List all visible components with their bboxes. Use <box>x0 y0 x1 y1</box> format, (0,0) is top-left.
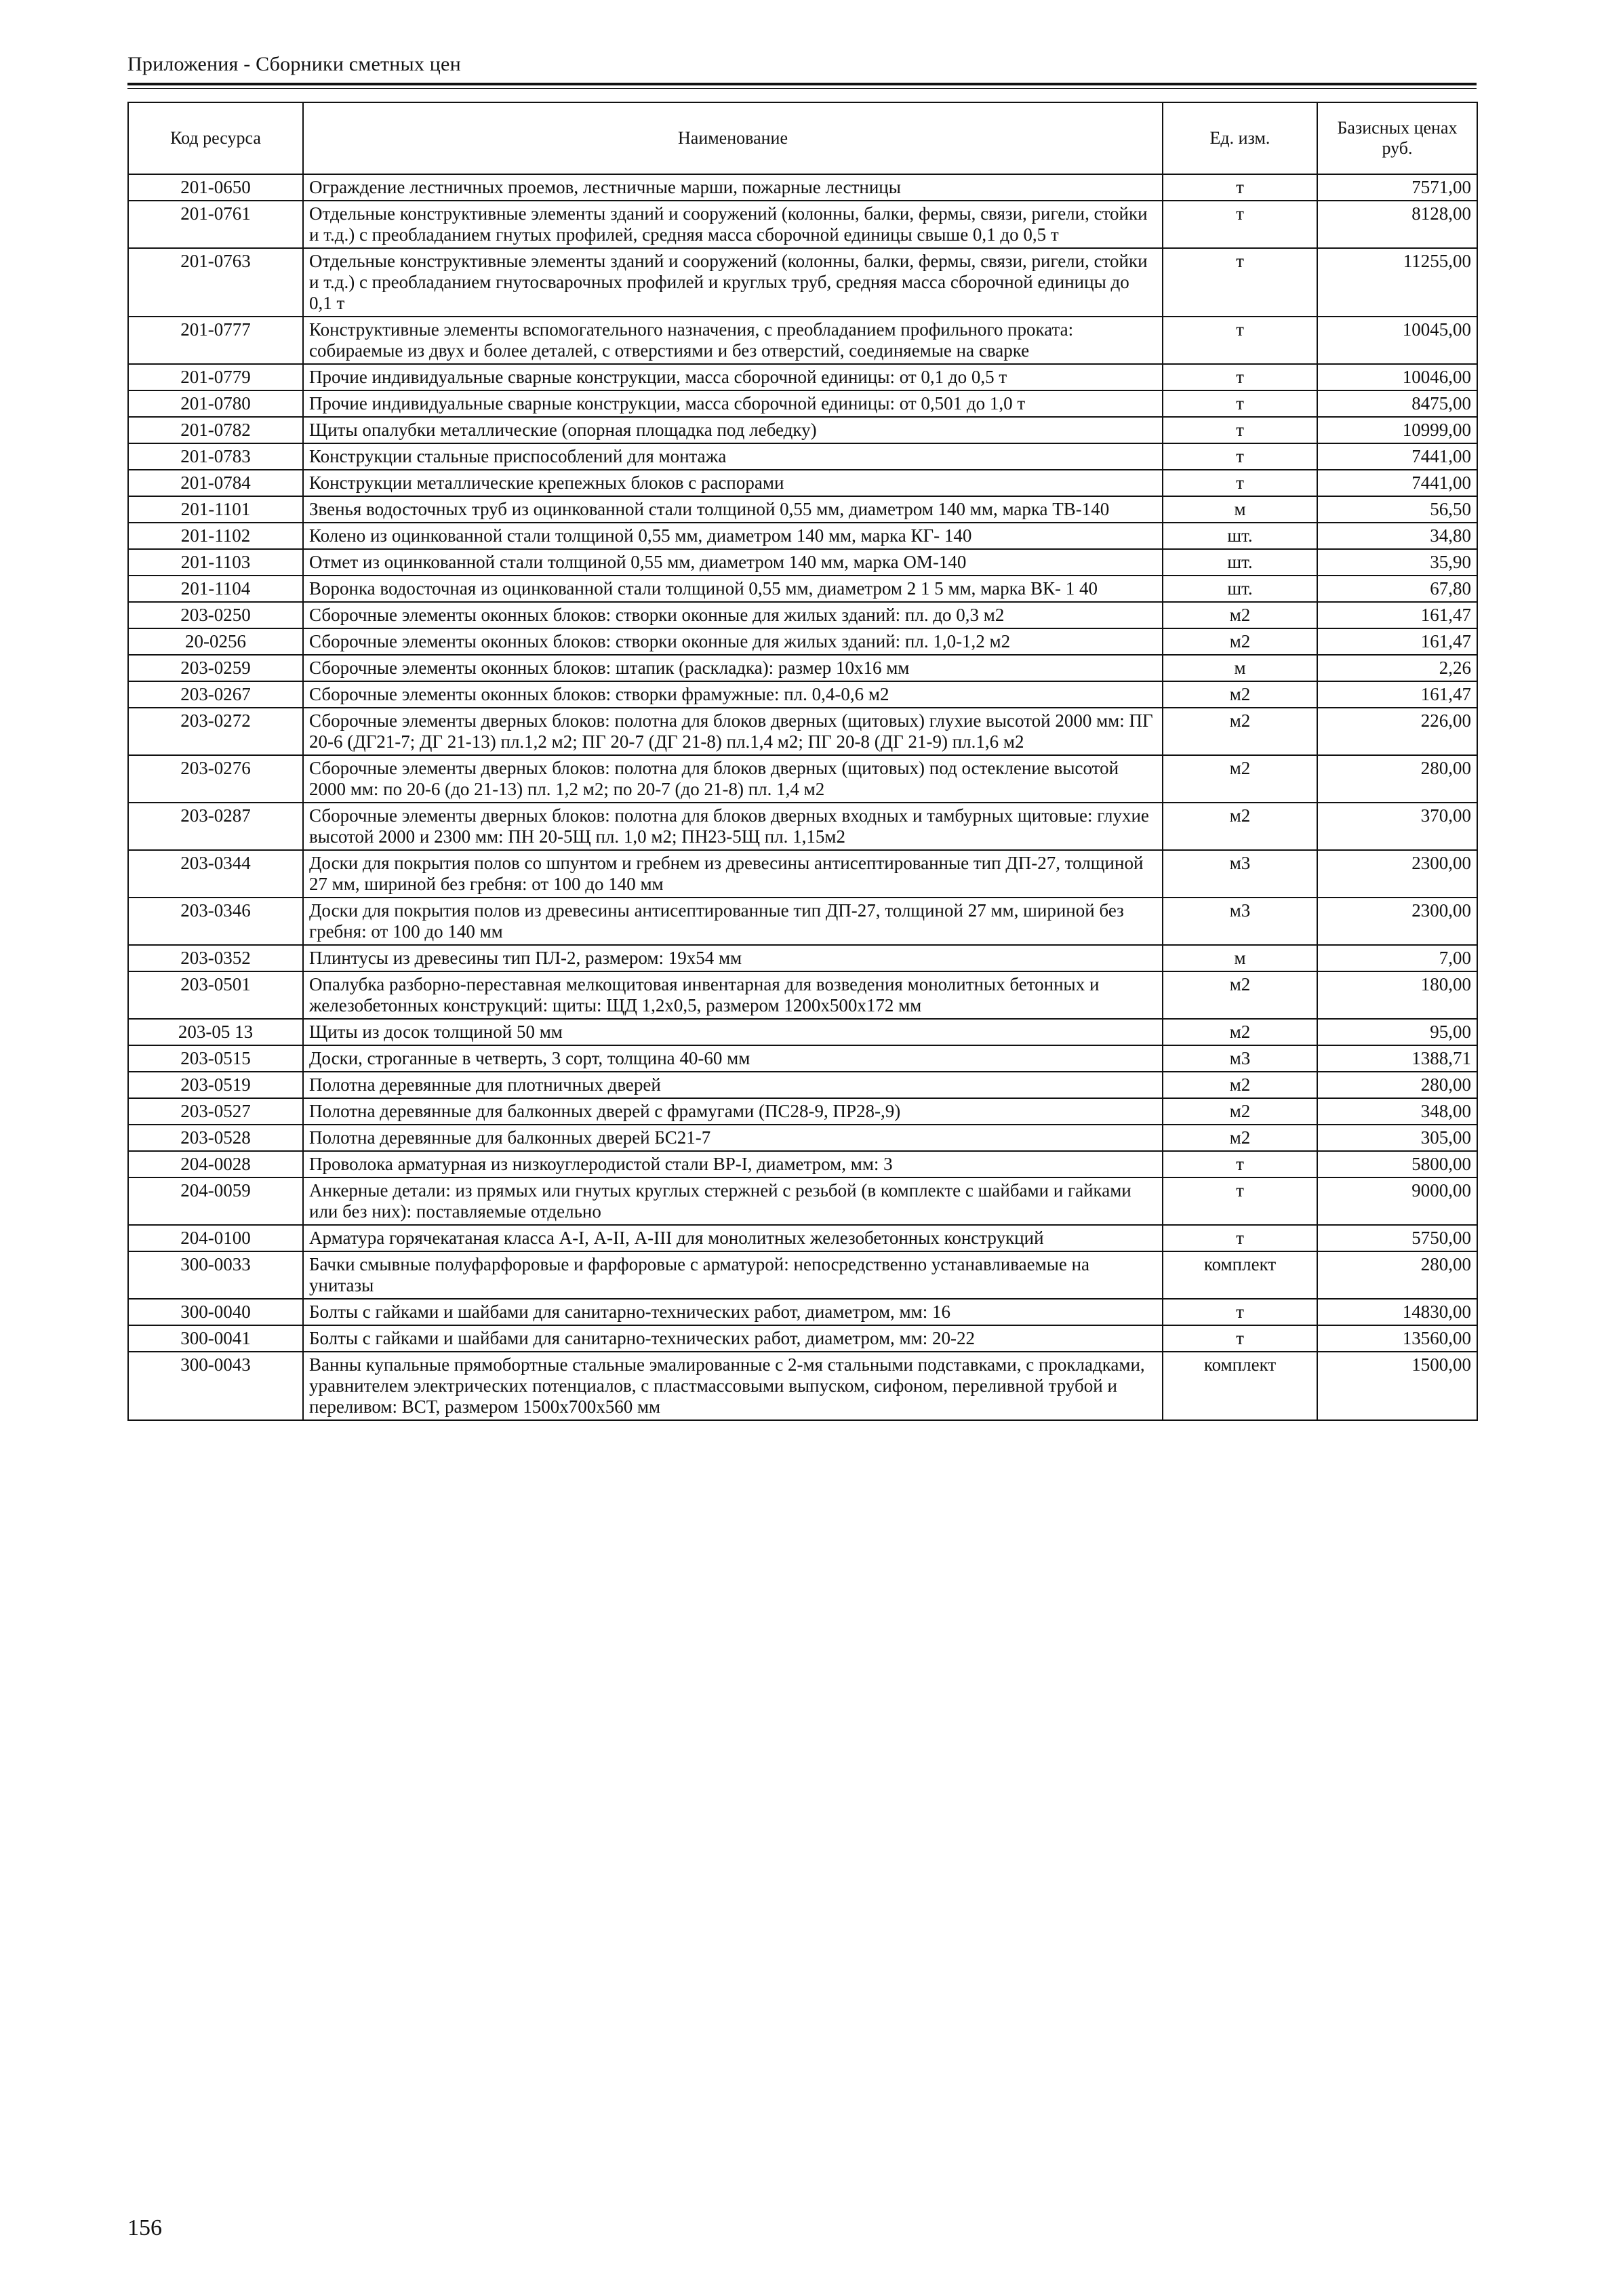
resource-name-cell: Ограждение лестничных проемов, лестничные марши, пожарные лестницы <box>303 174 1163 201</box>
unit-cell: т <box>1163 1325 1317 1352</box>
resource-code-cell: 201-0783 <box>128 443 303 470</box>
unit-cell: т <box>1163 390 1317 417</box>
price-cell: 7441,00 <box>1317 443 1477 470</box>
resource-code-cell: 203-0352 <box>128 945 303 971</box>
table-row <box>128 317 1477 364</box>
price-cell: 2300,00 <box>1317 850 1477 898</box>
resource-name-cell: Звенья водосточных труб из оцинкованной стали толщиной 0,55 мм, диаметром 140 мм, марка ТВ-140 <box>303 496 1163 523</box>
resource-code-cell: 300-0041 <box>128 1325 303 1352</box>
resource-name-cell: Отдельные конструктивные элементы зданий и сооружений (колонны, балки, фермы, связи, ригели, стойки и т.д.) с преобладанием гнутосварочных профилей и круглых труб, средняя масса сборочной единицы до 0,1 т <box>303 248 1163 317</box>
resource-name-cell: Конструктивные элементы вспомогательного назначения, с преобладанием профильного проката: собираемые из двух и более деталей, с отверстиями и без отверстий, соединяемые на сварке <box>303 317 1163 364</box>
resource-name-cell: Болты с гайками и шайбами для санитарно-технических работ, диаметром, мм: 16 <box>303 1299 1163 1325</box>
unit-cell: м2 <box>1163 971 1317 1019</box>
price-cell: 9000,00 <box>1317 1177 1477 1225</box>
resource-code-cell: 203-0267 <box>128 681 303 708</box>
price-cell: 280,00 <box>1317 1251 1477 1299</box>
price-cell: 11255,00 <box>1317 248 1477 317</box>
resource-name-cell: Полотна деревянные для балконных дверей с фрамугами (ПС28-9, ПР28-,9) <box>303 1098 1163 1125</box>
table-row <box>128 1072 1477 1098</box>
unit-cell: шт. <box>1163 549 1317 576</box>
resource-code-cell: 201-1104 <box>128 576 303 602</box>
resource-name-cell: Полотна деревянные для плотничных дверей <box>303 1072 1163 1098</box>
unit-cell: т <box>1163 248 1317 317</box>
resource-name-cell: Сборочные элементы дверных блоков: полотна для блоков дверных входных и тамбурных щитовые: глухие высотой 2000 и 2300 мм: ПН 20-5Щ пл. 1,0 м2; ПН23-5Щ пл. 1,15м2 <box>303 803 1163 850</box>
price-cell: 5750,00 <box>1317 1225 1477 1251</box>
resource-name-cell: Сборочные элементы дверных блоков: полотна для блоков дверных (щитовых) глухие высотой 2000 мм: ПГ 20-6 (ДГ21-7; ДГ 21-13) пл.1,2 м2; ПГ 20-7 (ДГ 21-8) пл.1,4 м2; ПГ 20-8 (ДГ 21-9) пл.1,6 м2 <box>303 708 1163 755</box>
resource-name-cell: Опалубка разборно-переставная мелкощитовая инвентарная для возведения монолитных бетонных и железобетонных конструкций: щиты: ЩД 1,2х0,5, размером 1200х500х172 мм <box>303 971 1163 1019</box>
price-cell: 7,00 <box>1317 945 1477 971</box>
resource-name-cell: Сборочные элементы оконных блоков: штапик (раскладка): размер 10х16 мм <box>303 655 1163 681</box>
unit-cell: т <box>1163 1225 1317 1251</box>
resource-code-cell: 203-0519 <box>128 1072 303 1098</box>
resource-name-cell: Прочие индивидуальные сварные конструкции, масса сборочной единицы: от 0,501 до 1,0 т <box>303 390 1163 417</box>
table-row <box>128 1177 1477 1225</box>
table-row <box>128 248 1477 317</box>
table-row <box>128 549 1477 576</box>
resource-name-cell: Плинтусы из древесины тип ПЛ-2, размером: 19х54 мм <box>303 945 1163 971</box>
resource-name-cell: Полотна деревянные для балконных дверей БС21-7 <box>303 1125 1163 1151</box>
unit-cell: м <box>1163 655 1317 681</box>
resource-name-cell: Отдельные конструктивные элементы зданий и сооружений (колонны, балки, фермы, связи, ригели, стойки и т.д.) с преобладанием гнутых профилей, средняя масса сборочной единицы свыше 0,1 до 0,5 т <box>303 201 1163 248</box>
resource-name-cell: Сборочные элементы оконных блоков: створки фрамужные: пл. 0,4-0,6 м2 <box>303 681 1163 708</box>
price-cell: 95,00 <box>1317 1019 1477 1045</box>
unit-cell: т <box>1163 174 1317 201</box>
resource-code-cell: 203-0527 <box>128 1098 303 1125</box>
resource-name-cell: Сборочные элементы оконных блоков: створки оконные для жилых зданий: пл. 1,0-1,2 м2 <box>303 628 1163 655</box>
unit-cell: т <box>1163 1151 1317 1177</box>
resource-code-cell: 201-0763 <box>128 248 303 317</box>
table-row <box>128 1125 1477 1151</box>
unit-cell: шт. <box>1163 576 1317 602</box>
price-cell: 2,26 <box>1317 655 1477 681</box>
resource-code-cell: 201-1101 <box>128 496 303 523</box>
price-cell: 2300,00 <box>1317 898 1477 945</box>
table-row <box>128 655 1477 681</box>
column-header-name: Наименование <box>303 102 1163 174</box>
resource-code-cell: 203-0276 <box>128 755 303 803</box>
unit-cell: м2 <box>1163 681 1317 708</box>
unit-cell: м2 <box>1163 1125 1317 1151</box>
price-cell: 8475,00 <box>1317 390 1477 417</box>
price-cell: 1388,71 <box>1317 1045 1477 1072</box>
price-cell: 14830,00 <box>1317 1299 1477 1325</box>
unit-cell: м2 <box>1163 708 1317 755</box>
table-row <box>128 201 1477 248</box>
price-cell: 161,47 <box>1317 628 1477 655</box>
price-cell: 8128,00 <box>1317 201 1477 248</box>
unit-cell: м2 <box>1163 755 1317 803</box>
unit-cell: т <box>1163 364 1317 390</box>
unit-cell: м2 <box>1163 1019 1317 1045</box>
table-header-row <box>128 102 1477 174</box>
table-row <box>128 681 1477 708</box>
price-cell: 280,00 <box>1317 755 1477 803</box>
resource-name-cell: Щиты из досок толщиной 50 мм <box>303 1019 1163 1045</box>
price-cell: 7441,00 <box>1317 470 1477 496</box>
resource-code-cell: 204-0100 <box>128 1225 303 1251</box>
resource-name-cell: Прочие индивидуальные сварные конструкции, масса сборочной единицы: от 0,1 до 0,5 т <box>303 364 1163 390</box>
table-row <box>128 1098 1477 1125</box>
price-cell: 10999,00 <box>1317 417 1477 443</box>
resource-code-cell: 201-1102 <box>128 523 303 549</box>
unit-cell: комплект <box>1163 1352 1317 1420</box>
resource-name-cell: Колено из оцинкованной стали толщиной 0,55 мм, диаметром 140 мм, марка КГ- 140 <box>303 523 1163 549</box>
unit-cell: т <box>1163 470 1317 496</box>
price-cell: 280,00 <box>1317 1072 1477 1098</box>
page-header: Приложения - Сборники сметных цен <box>127 53 461 75</box>
table-row <box>128 628 1477 655</box>
header-rule <box>127 83 1477 89</box>
table-row <box>128 174 1477 201</box>
unit-cell: шт. <box>1163 523 1317 549</box>
unit-cell: м3 <box>1163 1045 1317 1072</box>
resource-name-cell: Анкерные детали: из прямых или гнутых круглых стержней с резьбой (в комплекте с шайбами и гайками или без них): поставляемые отдельно <box>303 1177 1163 1225</box>
resource-name-cell: Арматура горячекатаная класса А-I, А-II, А-III для монолитных железобетонных конструкций <box>303 1225 1163 1251</box>
price-table <box>127 102 1478 1421</box>
price-cell: 161,47 <box>1317 602 1477 628</box>
resource-code-cell: 204-0059 <box>128 1177 303 1225</box>
table-row <box>128 803 1477 850</box>
price-cell: 56,50 <box>1317 496 1477 523</box>
table-row <box>128 1151 1477 1177</box>
unit-cell: м3 <box>1163 898 1317 945</box>
resource-code-cell: 201-0782 <box>128 417 303 443</box>
table-row <box>128 971 1477 1019</box>
resource-name-cell: Воронка водосточная из оцинкованной стали толщиной 0,55 мм, диаметром 2 1 5 мм, марка ВК- 1 40 <box>303 576 1163 602</box>
unit-cell: т <box>1163 443 1317 470</box>
unit-cell: м2 <box>1163 602 1317 628</box>
table-row <box>128 1251 1477 1299</box>
table-row <box>128 470 1477 496</box>
unit-cell: м2 <box>1163 803 1317 850</box>
table-row <box>128 576 1477 602</box>
resource-name-cell: Ванны купальные прямобортные стальные эмалированные с 2-мя стальными подставками, с прокладками, уравнителем электрических потенциалов, с пластмассовыми выпуском, сифоном, переливной трубой и переливом: ВСТ, размером 1500х700х560 мм <box>303 1352 1163 1420</box>
table-row <box>128 1325 1477 1352</box>
table-row <box>128 417 1477 443</box>
resource-name-cell: Конструкции стальные приспособлений для монтажа <box>303 443 1163 470</box>
unit-cell: т <box>1163 417 1317 443</box>
resource-code-cell: 203-0259 <box>128 655 303 681</box>
resource-code-cell: 201-0777 <box>128 317 303 364</box>
resource-name-cell: Бачки смывные полуфарфоровые и фарфоровые с арматурой: непосредственно устанавливаемые на унитазы <box>303 1251 1163 1299</box>
resource-code-cell: 201-0650 <box>128 174 303 201</box>
table-row <box>128 850 1477 898</box>
resource-code-cell: 300-0033 <box>128 1251 303 1299</box>
resource-name-cell: Болты с гайками и шайбами для санитарно-технических работ, диаметром, мм: 20-22 <box>303 1325 1163 1352</box>
table-row <box>128 1225 1477 1251</box>
resource-code-cell: 300-0040 <box>128 1299 303 1325</box>
resource-code-cell: 203-0528 <box>128 1125 303 1151</box>
price-cell: 161,47 <box>1317 681 1477 708</box>
price-cell: 180,00 <box>1317 971 1477 1019</box>
column-header-price: Базисных ценах руб. <box>1317 102 1477 174</box>
table-row <box>128 1045 1477 1072</box>
resource-code-cell: 201-0780 <box>128 390 303 417</box>
price-cell: 348,00 <box>1317 1098 1477 1125</box>
resource-name-cell: Щиты опалубки металлические (опорная площадка под лебедку) <box>303 417 1163 443</box>
price-cell: 226,00 <box>1317 708 1477 755</box>
unit-cell: м2 <box>1163 628 1317 655</box>
resource-code-cell: 203-05 13 <box>128 1019 303 1045</box>
price-cell: 35,90 <box>1317 549 1477 576</box>
resource-code-cell: 201-1103 <box>128 549 303 576</box>
price-cell: 10045,00 <box>1317 317 1477 364</box>
table-row <box>128 602 1477 628</box>
table-row <box>128 496 1477 523</box>
resource-code-cell: 300-0043 <box>128 1352 303 1420</box>
resource-code-cell: 203-0346 <box>128 898 303 945</box>
price-cell: 10046,00 <box>1317 364 1477 390</box>
table-row <box>128 364 1477 390</box>
table-row <box>128 1352 1477 1420</box>
resource-name-cell: Сборочные элементы дверных блоков: полотна для блоков дверных (щитовых) под остекление высотой 2000 мм: по 20-6 (до 21-13) пл. 1,2 м2; по 20-7 (до 21-8) пл. 1,4 м2 <box>303 755 1163 803</box>
resource-code-cell: 203-0272 <box>128 708 303 755</box>
resource-code-cell: 203-0344 <box>128 850 303 898</box>
price-cell: 305,00 <box>1317 1125 1477 1151</box>
resource-code-cell: 201-0784 <box>128 470 303 496</box>
resource-code-cell: 20-0256 <box>128 628 303 655</box>
unit-cell: м2 <box>1163 1098 1317 1125</box>
unit-cell: м <box>1163 496 1317 523</box>
resource-code-cell: 203-0250 <box>128 602 303 628</box>
table-row <box>128 390 1477 417</box>
resource-code-cell: 201-0761 <box>128 201 303 248</box>
unit-cell: комплект <box>1163 1251 1317 1299</box>
price-cell: 370,00 <box>1317 803 1477 850</box>
column-header-code: Код ресурса <box>128 102 303 174</box>
resource-name-cell: Проволока арматурная из низкоуглеродистой стали ВР-I, диаметром, мм: 3 <box>303 1151 1163 1177</box>
price-cell: 13560,00 <box>1317 1325 1477 1352</box>
unit-cell: м <box>1163 945 1317 971</box>
table-row <box>128 755 1477 803</box>
price-cell: 1500,00 <box>1317 1352 1477 1420</box>
page-number: 156 <box>127 2215 162 2240</box>
price-cell: 34,80 <box>1317 523 1477 549</box>
table-row <box>128 945 1477 971</box>
resource-name-cell: Конструкции металлические крепежных блоков с распорами <box>303 470 1163 496</box>
table-row <box>128 1299 1477 1325</box>
resource-code-cell: 204-0028 <box>128 1151 303 1177</box>
table-row <box>128 708 1477 755</box>
unit-cell: т <box>1163 317 1317 364</box>
unit-cell: т <box>1163 1299 1317 1325</box>
price-cell: 67,80 <box>1317 576 1477 602</box>
resource-name-cell: Доски для покрытия полов со шпунтом и гребнем из древесины антисептированные тип ДП-27, толщиной 27 мм, шириной без гребня: от 100 до 140 мм <box>303 850 1163 898</box>
resource-code-cell: 203-0501 <box>128 971 303 1019</box>
unit-cell: т <box>1163 201 1317 248</box>
resource-name-cell: Сборочные элементы оконных блоков: створки оконные для жилых зданий: пл. до 0,3 м2 <box>303 602 1163 628</box>
unit-cell: м3 <box>1163 850 1317 898</box>
resource-code-cell: 201-0779 <box>128 364 303 390</box>
table-row <box>128 523 1477 549</box>
resource-name-cell: Отмет из оцинкованной стали толщиной 0,55 мм, диаметром 140 мм, марка ОМ-140 <box>303 549 1163 576</box>
table-row <box>128 1019 1477 1045</box>
table-row <box>128 898 1477 945</box>
price-cell: 5800,00 <box>1317 1151 1477 1177</box>
unit-cell: м2 <box>1163 1072 1317 1098</box>
resource-code-cell: 203-0287 <box>128 803 303 850</box>
resource-name-cell: Доски, строганные в четверть, 3 сорт, толщина 40-60 мм <box>303 1045 1163 1072</box>
price-cell: 7571,00 <box>1317 174 1477 201</box>
resource-name-cell: Доски для покрытия полов из древесины антисептированные тип ДП-27, толщиной 27 мм, шириной без гребня: от 100 до 140 мм <box>303 898 1163 945</box>
column-header-unit: Ед. изм. <box>1163 102 1317 174</box>
unit-cell: т <box>1163 1177 1317 1225</box>
table-row <box>128 443 1477 470</box>
resource-code-cell: 203-0515 <box>128 1045 303 1072</box>
